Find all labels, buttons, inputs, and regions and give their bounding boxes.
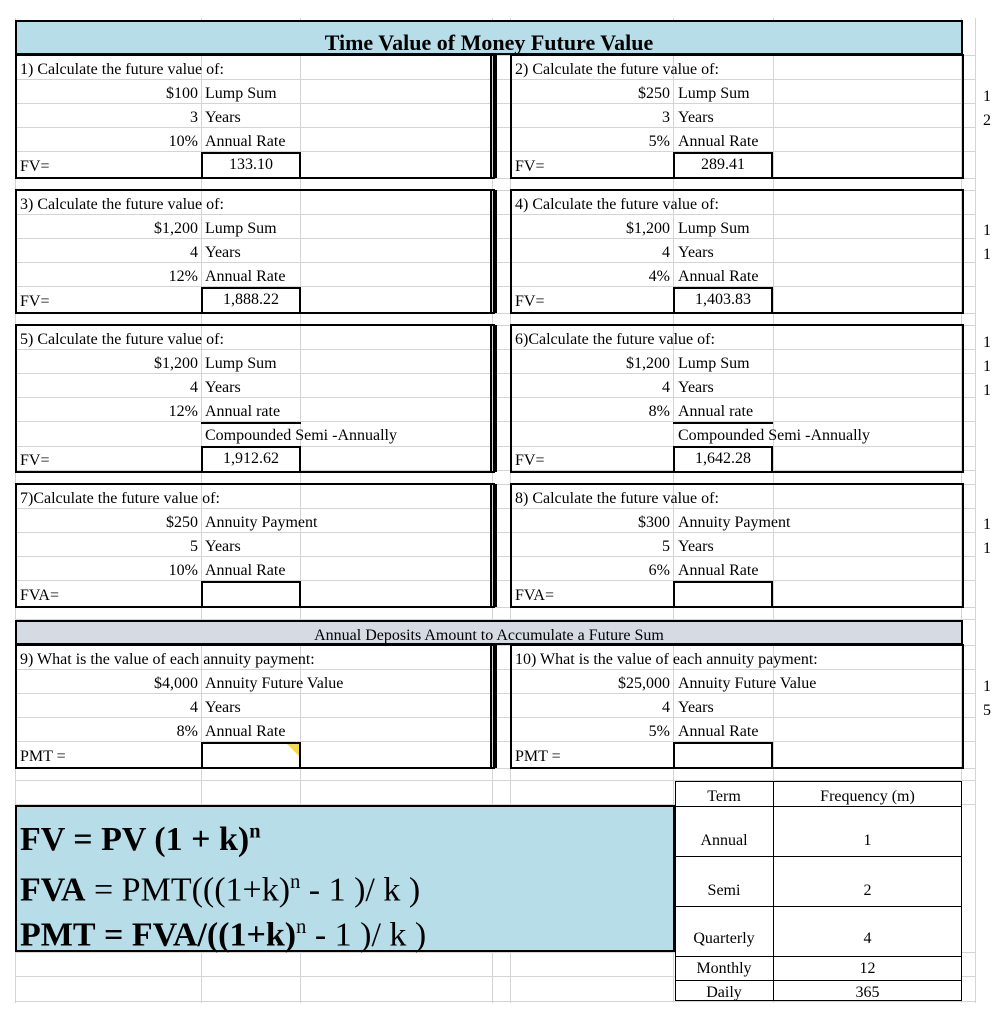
- problem-value: 5%: [648, 133, 670, 150]
- problem-heading: 10) What is the value of each annuity payment:: [515, 651, 818, 668]
- problem-value: $250: [638, 85, 670, 102]
- result-cell[interactable]: 1,642.28: [673, 446, 773, 473]
- problem-label: Lump Sum: [678, 355, 750, 372]
- problem-label: Annual Rate: [205, 723, 286, 740]
- freq-value: 4: [863, 930, 872, 947]
- result-cell[interactable]: 289.41: [673, 152, 773, 179]
- clipped-cell-text: 1: [983, 88, 991, 105]
- problem-label: Years: [205, 379, 241, 396]
- problem-label: Years: [205, 109, 241, 126]
- problem-label: Years: [205, 538, 241, 555]
- freq-value: 1: [863, 832, 872, 849]
- freq-term: Quarterly: [693, 930, 755, 947]
- problem-value: 4: [190, 244, 198, 261]
- problem-value: $300: [638, 514, 670, 531]
- problem-value: 12%: [168, 403, 198, 420]
- problem-value: 12%: [168, 268, 198, 285]
- result-cell[interactable]: 1,403.83: [673, 287, 773, 314]
- fva-formula: FVA = $PMT(((1+k)^n - 1$ )/ k ): [20, 871, 421, 909]
- problem-value: 4: [190, 699, 198, 716]
- problem-label: Lump Sum: [678, 85, 750, 102]
- result-label: FV=: [515, 452, 545, 469]
- column-divider: [490, 484, 497, 607]
- freq-header-frequency: Frequency (m): [820, 788, 915, 805]
- problem-heading: 6)Calculate the future value of:: [515, 331, 715, 348]
- problem-heading: 7)Calculate the future value of:: [20, 490, 220, 507]
- problem-label: Annual Rate: [678, 723, 759, 740]
- result-cell[interactable]: [201, 742, 301, 769]
- problem-value: 3: [190, 109, 198, 126]
- problem-value: 10%: [168, 562, 198, 579]
- freq-term: Semi: [707, 882, 741, 899]
- result-label: FV=: [515, 293, 545, 310]
- problem-label: Lump Sum: [205, 355, 277, 372]
- result-cell[interactable]: [673, 742, 773, 769]
- pmt-formula: PMT = FVA/($(1+k)^n - 1$ )/ k ): [20, 916, 427, 954]
- section2-title: Annual Deposits Amount to Accumulate a Future Sum: [314, 627, 664, 644]
- clipped-cell-text: 1: [983, 222, 991, 239]
- page-title: Time Value of Money Future Value: [324, 30, 654, 55]
- problem-extra: Compounded Semi -Annually: [678, 427, 870, 444]
- comment-indicator: [287, 744, 299, 756]
- problem-heading: 2) Calculate the future value of:: [515, 61, 719, 78]
- freq-value: 365: [855, 984, 880, 1001]
- problem-label: Years: [678, 109, 714, 126]
- problem-label: Years: [205, 244, 241, 261]
- problem-label: Lump Sum: [205, 85, 277, 102]
- problem-heading: 4) Calculate the future value of:: [515, 196, 719, 213]
- problem-value: 4: [190, 379, 198, 396]
- result-label: FV=: [20, 293, 50, 310]
- problem-value: 6%: [648, 562, 670, 579]
- problem-value: 4: [662, 244, 670, 261]
- freq-term: Annual: [700, 832, 748, 849]
- problem-label: Annuity Future Value: [205, 675, 344, 692]
- result-label: FV=: [20, 158, 50, 175]
- clipped-cell-text: 1: [983, 516, 991, 533]
- problem-value: 4%: [648, 268, 670, 285]
- problem-value: $250: [166, 514, 198, 531]
- problem-label: Years: [678, 699, 714, 716]
- problem-label: Annuity Payment: [678, 514, 791, 531]
- problem-value: 5: [662, 538, 670, 555]
- result-label: FVA=: [20, 587, 59, 604]
- problem-label: Years: [678, 538, 714, 555]
- clipped-cell-text: 5: [983, 702, 991, 719]
- result-label: FV=: [515, 158, 545, 175]
- problem-value: $25,000: [618, 675, 670, 692]
- result-label: PMT =: [20, 748, 66, 765]
- clipped-cell-text: 1: [983, 246, 991, 263]
- problem-value: 8%: [176, 723, 198, 740]
- clipped-cell-text: 1: [983, 382, 991, 399]
- result-label: FV=: [20, 452, 50, 469]
- problem-label: Annual Rate: [205, 133, 286, 150]
- result-label: PMT =: [515, 748, 561, 765]
- result-label: FVA=: [515, 587, 554, 604]
- problem-label: Annual Rate: [205, 268, 286, 285]
- result-cell[interactable]: 1,888.22: [201, 287, 301, 314]
- clipped-cell-text: 1: [983, 678, 991, 695]
- problem-label: Annual Rate: [678, 562, 759, 579]
- freq-term: Daily: [706, 984, 742, 1001]
- problem-heading: 8) Calculate the future value of:: [515, 490, 719, 507]
- problem-value: $1,200: [626, 355, 670, 372]
- problem-value: $4,000: [154, 675, 198, 692]
- clipped-cell-text: 2: [983, 112, 991, 129]
- problem-value: $1,200: [154, 220, 198, 237]
- clipped-cell-text: 1: [983, 334, 991, 351]
- problem-label: Years: [678, 379, 714, 396]
- column-divider: [490, 55, 497, 178]
- freq-term: Monthly: [696, 960, 752, 977]
- problem-label: Lump Sum: [205, 220, 277, 237]
- problem-value: 4: [662, 379, 670, 396]
- problem-label: Annuity Payment: [205, 514, 318, 531]
- problem-heading: 3) Calculate the future value of:: [20, 196, 224, 213]
- problem-value: 8%: [648, 403, 670, 420]
- problem-label: Annual rate: [205, 403, 281, 420]
- problem-label: Annual Rate: [678, 268, 759, 285]
- problem-value: 5%: [648, 723, 670, 740]
- problem-label: Annuity Future Value: [678, 675, 817, 692]
- problem-value: 3: [662, 109, 670, 126]
- problem-heading: 1) Calculate the future value of:: [20, 61, 224, 78]
- problem-heading: 9) What is the value of each annuity payment:: [20, 651, 315, 668]
- clipped-cell-text: 1: [983, 540, 991, 557]
- problem-value: $100: [166, 85, 198, 102]
- freq-value: 2: [863, 882, 872, 899]
- problem-value: 10%: [168, 133, 198, 150]
- problem-label: Annual Rate: [205, 562, 286, 579]
- column-divider: [490, 645, 497, 768]
- column-divider: [490, 325, 497, 472]
- problem-heading: 5) Calculate the future value of:: [20, 331, 224, 348]
- problem-extra: Compounded Semi -Annually: [205, 427, 397, 444]
- problem-value: $1,200: [626, 220, 670, 237]
- problem-label: Years: [205, 699, 241, 716]
- problem-label: Years: [678, 244, 714, 261]
- problem-value: 4: [662, 699, 670, 716]
- result-cell[interactable]: [201, 581, 301, 608]
- clipped-cell-text: 1: [983, 358, 991, 375]
- result-cell[interactable]: 133.10: [201, 152, 301, 179]
- problem-label: Lump Sum: [678, 220, 750, 237]
- result-cell[interactable]: 1,912.62: [201, 446, 301, 473]
- fv-formula: FV = PV $(1 + k)^n$: [20, 821, 261, 859]
- problem-label: Annual Rate: [678, 133, 759, 150]
- problem-value: $1,200: [154, 355, 198, 372]
- column-divider: [490, 190, 497, 313]
- freq-header-term: Term: [707, 788, 741, 805]
- result-cell[interactable]: [673, 581, 773, 608]
- freq-value: 12: [859, 960, 876, 977]
- problem-label: Annual rate: [678, 403, 754, 420]
- problem-value: 5: [190, 538, 198, 555]
